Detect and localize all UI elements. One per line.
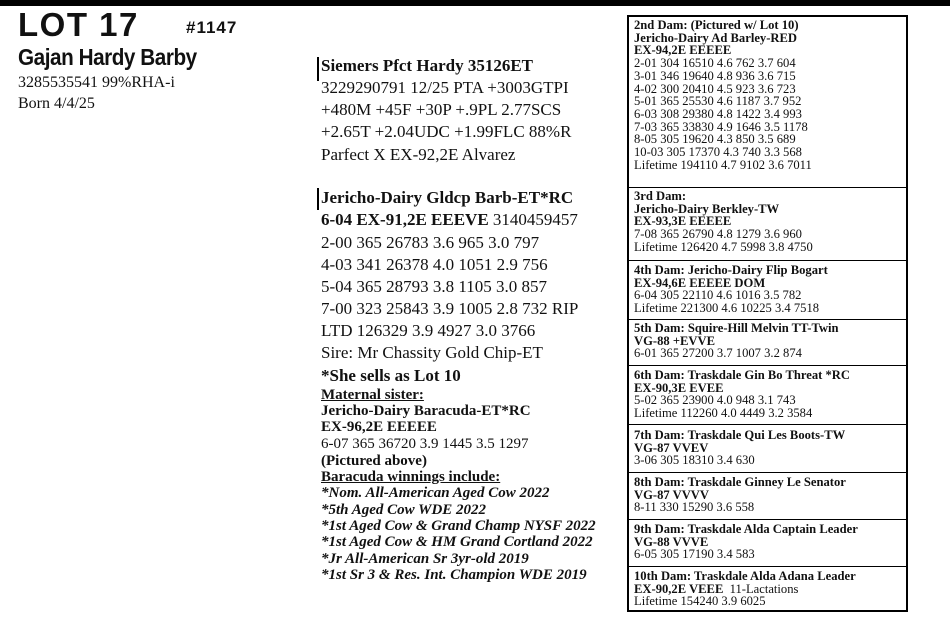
section-divider: [629, 519, 906, 520]
dam-lifetime: Lifetime 154240 3.9 6025: [634, 594, 766, 609]
dam-classification: EX-93,3E EEEEE: [634, 214, 732, 229]
dam-lifetime: Lifetime 221300 4.6 10225 3.4 7518: [634, 301, 820, 316]
dam-record: 7-03 365 33830 4.9 1646 3.5 1178: [634, 119, 808, 134]
sire-line: Parfect X EX-92,2E Alvarez: [321, 145, 516, 164]
dam-lifetime: Lifetime 112260 4.0 4449 3.2 3584: [634, 406, 813, 421]
dam-record: 3-01 346 19640 4.8 936 3.6 715: [634, 68, 796, 83]
dam-title: 9th Dam: Traskdale Alda Captain Leader: [634, 522, 858, 536]
winnings-item: *Nom. All-American Aged Cow 2022: [321, 485, 550, 501]
ninth-dam: [634, 523, 904, 561]
sells-note: *She sells as Lot 10: [321, 366, 461, 385]
sixth-dam: [634, 369, 904, 420]
sire-name: Siemers Pfct Hardy 35126ET: [321, 56, 533, 75]
birth-date: Born 4/4/25: [18, 95, 95, 112]
dam-classification: EX-94,6E EEEEE DOM: [634, 275, 766, 290]
dam-classification: 6-04 EX-91,2E EEEVE: [321, 210, 489, 229]
dam-record: 6-03 308 29380 4.8 1422 3.4 993: [634, 106, 802, 121]
dam-lifetime: Lifetime 194110 4.7 9102 3.6 7011: [634, 157, 812, 172]
seventh-dam: [634, 429, 904, 467]
lot-number: #1147: [186, 18, 238, 37]
lactation-count: 11-Lactations: [729, 581, 799, 596]
sire-line: 3229290791 12/25 PTA +3003GTPI: [321, 78, 569, 97]
dam-title: 4th Dam: Jericho-Dairy Flip Bogart: [634, 263, 828, 277]
top-border: [0, 0, 950, 6]
dam-record: 6-04 305 22110 4.6 1016 3.5 782: [634, 288, 802, 303]
dam-title: 7th Dam: Traskdale Qui Les Boots-TW: [634, 428, 846, 442]
dam-rule: [317, 188, 319, 210]
winnings-item: *1st Aged Cow & Grand Champ NYSF 2022: [321, 518, 596, 534]
dam-classification: VG-88 VVVE: [634, 534, 709, 549]
dam-record: 6-05 305 17190 3.4 583: [634, 547, 755, 562]
winnings-heading: Baracuda winnings include:: [321, 469, 501, 485]
dam-lifetime: LTD 126329 3.9 4927 3.0 3766: [321, 321, 536, 340]
eighth-dam: [634, 476, 904, 514]
winnings-item: *1st Aged Cow & HM Grand Cortland 2022: [321, 534, 593, 550]
section-divider: [629, 365, 906, 366]
section-divider: [629, 260, 906, 261]
dam-record: 8-11 330 15290 3.6 558: [634, 500, 755, 515]
third-dam: [634, 190, 904, 254]
dam-record: 7-00 323 25843 3.9 1005 2.8 732 RIP: [321, 299, 579, 318]
dam-classification-line: [321, 210, 578, 230]
fifth-dam: [634, 322, 904, 360]
lot-title: LOT 17: [18, 6, 139, 43]
maternal-sister-record: 6-07 365 36720 3.9 1445 3.5 1297: [321, 436, 529, 452]
registration-info: 3285535541 99%RHA-i: [18, 74, 175, 91]
dam-lifetime: Lifetime 126420 4.7 5998 3.8 4750: [634, 239, 813, 254]
dam-registration: 3140459457: [492, 210, 578, 229]
maternal-sister-classification: EX-96,2E EEEEE: [321, 419, 437, 435]
sire-rule: [317, 57, 319, 81]
dam-name: Jericho-Dairy Gldcp Barb-ET*RC: [321, 188, 574, 207]
section-divider: [629, 472, 906, 473]
dam-record: 3-06 305 18310 3.4 630: [634, 453, 755, 468]
dam-name: Jericho-Dairy Berkley-TW: [634, 201, 780, 216]
dam-record: 5-01 365 25530 4.6 1187 3.7 952: [634, 94, 802, 109]
dam-classification: EX-90,3E EVEE: [634, 380, 724, 395]
dam-record: 2-01 304 16510 4.6 762 3.7 604: [634, 56, 796, 71]
section-divider: [629, 424, 906, 425]
dam-title: 2nd Dam: (Pictured w/ Lot 10): [634, 18, 799, 32]
dam-record: 5-04 365 28793 3.8 1105 3.0 857: [321, 277, 548, 296]
tenth-dam: [634, 570, 904, 608]
pedigree-box: [627, 15, 908, 612]
section-divider: [629, 187, 906, 188]
section-divider: [629, 566, 906, 567]
dam-name: Jericho-Dairy Ad Barley-RED: [634, 30, 797, 45]
animal-name: Gajan Hardy Barby: [18, 44, 197, 70]
dam-title: 3rd Dam:: [634, 189, 687, 203]
dam-classification: EX-90,2E VEEE: [634, 581, 724, 596]
winnings-item: *1st Sr 3 & Res. Int. Champion WDE 2019: [321, 567, 587, 583]
maternal-sister-heading: Maternal sister:: [321, 387, 424, 403]
fourth-dam: [634, 264, 904, 315]
dam-classification: VG-87 VVEV: [634, 440, 709, 455]
dam-record: 4-02 300 20410 4.5 923 3.6 723: [634, 81, 796, 96]
pictured-note: (Pictured above): [321, 453, 427, 469]
dam-classification: VG-88 +EVVE: [634, 333, 715, 348]
dam-title: 10th Dam: Traskdale Alda Adana Leader: [634, 569, 856, 583]
second-dam: [634, 19, 904, 171]
dam-record: 4-03 341 26378 4.0 1051 2.9 756: [321, 255, 548, 274]
dam-record: 7-08 365 26790 4.8 1279 3.6 960: [634, 227, 802, 242]
sire-line: +480M +45F +30P +.9PL 2.77SCS: [321, 100, 562, 119]
dam-record: 5-02 365 23900 4.0 948 3.1 743: [634, 393, 796, 408]
dam-sire: Sire: Mr Chassity Gold Chip-ET: [321, 343, 543, 362]
dam-record: 8-05 305 19620 4.3 850 3.5 689: [634, 132, 796, 147]
sire-line: +2.65T +2.04UDC +1.99FLC 88%R: [321, 122, 572, 141]
dam-classification: EX-94,2E EEEEE: [634, 43, 732, 58]
dam-title: 5th Dam: Squire-Hill Melvin TT-Twin: [634, 321, 839, 335]
dam-record: 2-00 365 26783 3.6 965 3.0 797: [321, 233, 540, 252]
dam-record: 10-03 305 17370 4.3 740 3.3 568: [634, 145, 802, 160]
maternal-sister-name: Jericho-Dairy Baracuda-ET*RC: [321, 403, 531, 419]
winnings-item: *Jr All-American Sr 3yr-old 2019: [321, 551, 529, 567]
dam-classification: VG-87 VVVV: [634, 487, 709, 502]
dam-record: 6-01 365 27200 3.7 1007 3.2 874: [634, 346, 802, 361]
dam-title: 6th Dam: Traskdale Gin Bo Threat *RC: [634, 368, 850, 382]
section-divider: [629, 319, 906, 320]
dam-title: 8th Dam: Traskdale Ginney Le Senator: [634, 475, 846, 489]
winnings-item: *5th Aged Cow WDE 2022: [321, 502, 487, 518]
